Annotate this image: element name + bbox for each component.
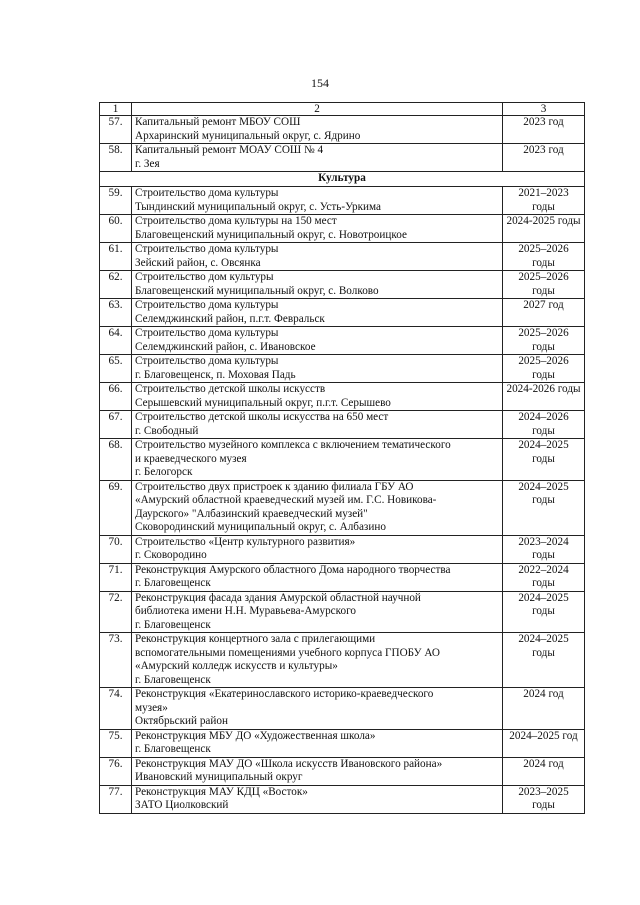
description-line: Благовещенский муниципальный округ, с. Новотроицкое — [135, 228, 407, 241]
projects-table — [99, 102, 585, 814]
description-line: Реконструкция «Екатеринославского историко-краеведческого — [135, 688, 434, 700]
project-period: 2023–2025 годы — [503, 785, 585, 813]
description-line: и краеведческого музея — [135, 452, 247, 465]
project-description — [132, 633, 503, 688]
row-number: 68. — [100, 439, 132, 481]
project-description — [132, 327, 503, 355]
project-period: 2024–2025 годы — [503, 591, 585, 633]
description-line: Строительство детской школы искусств — [135, 383, 326, 395]
table-row — [100, 480, 585, 535]
description-line: Строительство детской школы искусства на 650 мест — [135, 411, 389, 423]
table-row — [100, 187, 585, 215]
description-line: г. Благовещенск — [135, 743, 211, 755]
section-title: Культура — [100, 172, 585, 187]
row-number: 61. — [100, 243, 132, 271]
description-line: «Амурский колледж искусств и культуры» — [135, 660, 338, 672]
description-line: Архаринский муниципальный округ, с. Ядрино — [135, 129, 361, 142]
header-col-2: 2 — [132, 103, 503, 116]
description-line: Строительство музейного комплекса с включением тематического — [135, 439, 451, 451]
description-line: Реконструкция Амурского областного Дома народного творчества — [135, 563, 451, 576]
project-description — [132, 757, 503, 785]
description-line: библиотека имени Н.Н. Муравьева-Амурского — [135, 605, 357, 617]
description-line: г. Сковородино — [135, 549, 207, 561]
description-line: музея» — [135, 701, 168, 714]
table-row — [100, 355, 585, 383]
project-period: 2024–2025 годы — [503, 480, 585, 535]
header-col-1: 1 — [100, 103, 132, 116]
description-line: Октябрьский район — [135, 715, 228, 727]
table-row — [100, 591, 585, 633]
project-period: 2025–2026 годы — [503, 243, 585, 271]
table-row — [100, 439, 585, 481]
project-period: 2024–2026 годы — [503, 411, 585, 439]
table-row — [100, 633, 585, 688]
row-number: 66. — [100, 383, 132, 411]
project-description — [132, 215, 503, 243]
project-period: 2025–2026 годы — [503, 271, 585, 299]
page-number: 154 — [311, 76, 329, 90]
description-line: Капитальный ремонт МОАУ СОШ № 4 — [135, 144, 324, 156]
table-row — [100, 299, 585, 327]
table-row — [100, 144, 585, 172]
description-line: Серышевский муниципальный округ, п.г.т. Серышево — [135, 396, 391, 409]
project-description — [132, 116, 503, 144]
table-row — [100, 688, 585, 730]
project-description — [132, 439, 503, 481]
row-number: 75. — [100, 729, 132, 757]
row-number: 77. — [100, 785, 132, 813]
row-number: 64. — [100, 327, 132, 355]
row-number: 69. — [100, 480, 132, 535]
description-line: Сковородинский муниципальный округ, с. Албазино — [135, 521, 386, 533]
project-description — [132, 144, 503, 172]
project-period: 2023–2024 годы — [503, 535, 585, 563]
description-line: «Амурский областной краеведческий музей им. Г.С. Новикова- — [135, 494, 437, 506]
row-number: 58. — [100, 144, 132, 172]
row-number: 60. — [100, 215, 132, 243]
row-number: 62. — [100, 271, 132, 299]
row-number: 63. — [100, 299, 132, 327]
table-header-row — [100, 103, 585, 116]
project-period: 2024–2025 год — [503, 729, 585, 757]
row-number: 65. — [100, 355, 132, 383]
table-row — [100, 729, 585, 757]
row-number: 71. — [100, 563, 132, 591]
project-description — [132, 383, 503, 411]
project-description — [132, 299, 503, 327]
description-line: Строительство дома культуры — [135, 187, 279, 199]
project-period: 2024–2025 годы — [503, 439, 585, 481]
description-line: Строительство дома культуры — [135, 243, 279, 255]
project-period: 2025–2026 годы — [503, 355, 585, 383]
project-description — [132, 355, 503, 383]
project-description — [132, 243, 503, 271]
description-line: Селемджинский район, с. Ивановское — [135, 340, 316, 353]
row-number: 67. — [100, 411, 132, 439]
project-period: 2023 год — [503, 144, 585, 172]
description-line: Строительство дома культуры — [135, 299, 279, 311]
description-line: Зейский район, с. Овсянка — [135, 256, 261, 269]
row-number: 59. — [100, 187, 132, 215]
description-line: Строительство дома культуры — [135, 355, 279, 367]
table-row — [100, 785, 585, 813]
project-period: 2024 год — [503, 688, 585, 730]
description-line: г. Свободный — [135, 424, 199, 437]
description-line: Селемджинский район, п.г.т. Февральск — [135, 312, 325, 325]
project-description — [132, 187, 503, 215]
description-line: Реконструкция МБУ ДО «Художественная школа» — [135, 729, 376, 742]
project-period: 2025–2026 годы — [503, 327, 585, 355]
table-row — [100, 383, 585, 411]
description-line: Реконструкция фасада здания Амурской областной научной — [135, 591, 421, 604]
description-line: Благовещенский муниципальный округ, с. Волково — [135, 284, 379, 297]
table-row — [100, 535, 585, 563]
project-description — [132, 411, 503, 439]
description-line: вспомогательными помещениями учебного корпуса ГПОБУ АО — [135, 646, 441, 659]
header-col-3: 3 — [503, 103, 585, 116]
project-period: 2027 год — [503, 299, 585, 327]
table-row — [100, 563, 585, 591]
project-period: 2024-2025 годы — [503, 215, 585, 243]
project-period: 2024-2026 годы — [503, 383, 585, 411]
row-number: 57. — [100, 116, 132, 144]
description-line: г. Благовещенск — [135, 577, 211, 589]
project-description — [132, 271, 503, 299]
project-description — [132, 729, 503, 757]
project-description — [132, 480, 503, 535]
table-row — [100, 757, 585, 785]
section-header-row — [100, 172, 585, 187]
project-period: 2024 год — [503, 757, 585, 785]
row-number: 76. — [100, 757, 132, 785]
row-number: 72. — [100, 591, 132, 633]
description-line: Строительство дома культуры — [135, 327, 279, 339]
row-number: 70. — [100, 535, 132, 563]
description-line: Строительство «Центр культурного развития» — [135, 535, 356, 548]
description-line: г. Зея — [135, 157, 160, 170]
description-line: г. Белогорск — [135, 466, 193, 478]
description-line: Строительство дом культуры — [135, 271, 274, 283]
row-number: 73. — [100, 633, 132, 688]
description-line: Реконструкция МАУ ДО «Школа искусств Ивановского района» — [135, 757, 443, 770]
table-row — [100, 215, 585, 243]
project-period: 2023 год — [503, 116, 585, 144]
description-line: Капитальный ремонт МБОУ СОШ — [135, 116, 301, 128]
project-description — [132, 688, 503, 730]
table-row — [100, 243, 585, 271]
description-line: Тындинский муниципальный округ, с. Усть-Уркима — [135, 200, 381, 213]
project-period: 2022–2024 годы — [503, 563, 585, 591]
project-period: 2021–2023 годы — [503, 187, 585, 215]
description-line: г. Благовещенск — [135, 618, 211, 631]
description-line: Ивановский муниципальный округ — [135, 771, 303, 783]
row-number: 74. — [100, 688, 132, 730]
table-row — [100, 327, 585, 355]
table-row — [100, 271, 585, 299]
project-description — [132, 563, 503, 591]
description-line: ЗАТО Циолковский — [135, 799, 229, 811]
description-line: Строительство дома культуры на 150 мест — [135, 215, 337, 227]
project-description — [132, 591, 503, 633]
project-description — [132, 785, 503, 813]
description-line: Реконструкция концертного зала с прилегающими — [135, 633, 376, 645]
description-line: г. Благовещенск, п. Моховая Падь — [135, 368, 296, 381]
project-description — [132, 535, 503, 563]
description-line: Даурского» "Албазинский краеведческий музей" — [135, 507, 368, 520]
description-line: Строительство двух пристроек к зданию филиала ГБУ АО — [135, 480, 414, 493]
table-row — [100, 411, 585, 439]
project-period: 2024–2025 годы — [503, 633, 585, 688]
table-row — [100, 116, 585, 144]
description-line: Реконструкция МАУ КДЦ «Восток» — [135, 785, 308, 798]
description-line: г. Благовещенск — [135, 673, 211, 686]
